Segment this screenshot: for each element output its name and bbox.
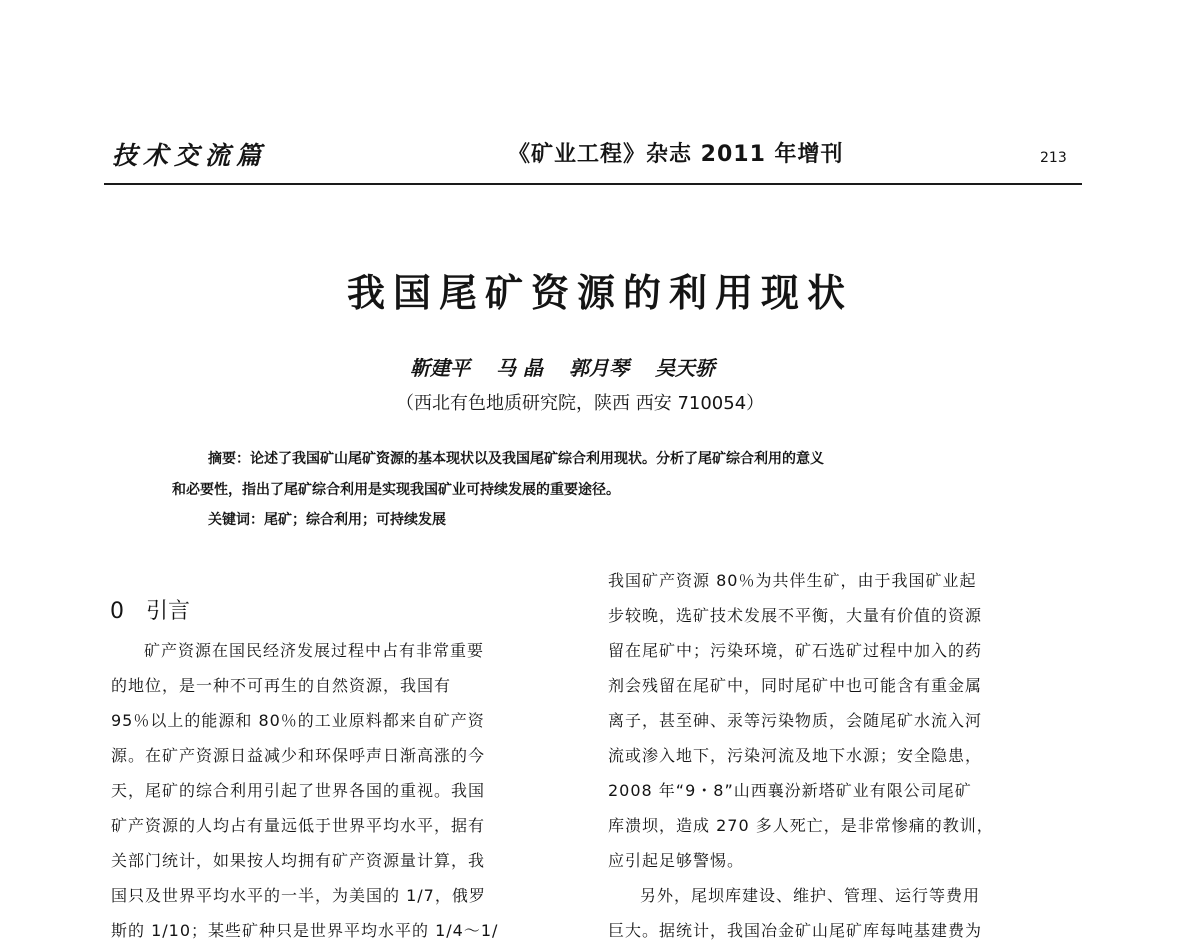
- left-column-line: 斯的 1/10；某些矿种只是世界平均水平的 1/4～1/: [111, 921, 499, 940]
- author-list: [410, 352, 715, 381]
- header-rule: [104, 183, 1082, 185]
- abstract-line: 和必要性，指出了尾矿综合利用是实现我国矿业可持续发展的重要途径。: [172, 482, 620, 498]
- author-name: 马 晶: [496, 356, 543, 380]
- running-head-journal: 《矿业工程》杂志 2011 年增刊: [508, 142, 844, 167]
- left-column-line: 国只及世界平均水平的一半，为美国的 1/7，俄罗: [111, 886, 486, 905]
- left-column-line: 天，尾矿的综合利用引起了世界各国的重视。我国: [111, 781, 486, 800]
- section-number: 0: [110, 599, 124, 624]
- section-heading: [110, 594, 190, 625]
- right-column-line: 巨大。据统计，我国冶金矿山尾矿库每吨基建费为: [608, 921, 983, 940]
- left-column-line: 95％以上的能源和 80％的工业原料都来自矿产资: [111, 711, 485, 730]
- author-name: 吴天骄: [654, 356, 715, 380]
- right-column-line: 另外，尾坝库建设、维护、管理、运行等费用: [640, 886, 981, 905]
- article-title: 我国尾矿资源的利用现状: [346, 271, 853, 315]
- left-column-line: 源。在矿产资源日益减少和环保呼声日渐高涨的今: [111, 746, 486, 765]
- left-column-line: 矿产资源在国民经济发展过程中占有非常重要: [144, 641, 485, 660]
- abstract-line: 摘要：论述了我国矿山尾矿资源的基本现状以及我国尾矿综合利用现状。分析了尾矿综合利用的意义: [208, 451, 824, 467]
- author-name: 靳建平: [410, 356, 470, 380]
- right-column-line: 流或渗入地下，污染河流及地下水源；安全隐患，: [608, 746, 983, 765]
- running-head-section: 技术交流篇: [112, 141, 268, 170]
- right-column-line: 步较晚，选矿技术发展不平衡，大量有价值的资源: [608, 606, 983, 625]
- left-column-line: 的地位，是一种不可再生的自然资源，我国有: [111, 676, 452, 695]
- keywords-line: 关键词：尾矿；综合利用；可持续发展: [208, 512, 446, 528]
- left-column-line: 关部门统计，如果按人均拥有矿产资源量计算，我: [111, 851, 486, 870]
- right-column-line: 留在尾矿中；污染环境，矿石选矿过程中加入的药: [608, 641, 983, 660]
- right-column-line: 我国矿产资源 80％为共伴生矿，由于我国矿业起: [608, 571, 977, 590]
- author-name: 郭月琴: [568, 356, 629, 380]
- affiliation: （西北有色地质研究院，陕西 西安 710054）: [396, 393, 765, 414]
- right-column-line: 剂会残留在尾矿中，同时尾矿中也可能含有重金属: [608, 676, 983, 695]
- right-column-line: 2008 年“9・8”山西襄汾新塔矿业有限公司尾矿: [608, 781, 972, 800]
- section-title: 引言: [146, 599, 191, 624]
- page-number: 213: [1040, 150, 1067, 166]
- right-column-line: 库溃坝，造成 270 多人死亡，是非常惨痛的教训，: [608, 816, 994, 835]
- right-column-line: 应引起足够警惕。: [608, 851, 745, 870]
- left-column-line: 矿产资源的人均占有量远低于世界平均水平，据有: [111, 816, 486, 835]
- right-column-line: 离子，甚至砷、汞等污染物质，会随尾矿水流入河: [608, 711, 983, 730]
